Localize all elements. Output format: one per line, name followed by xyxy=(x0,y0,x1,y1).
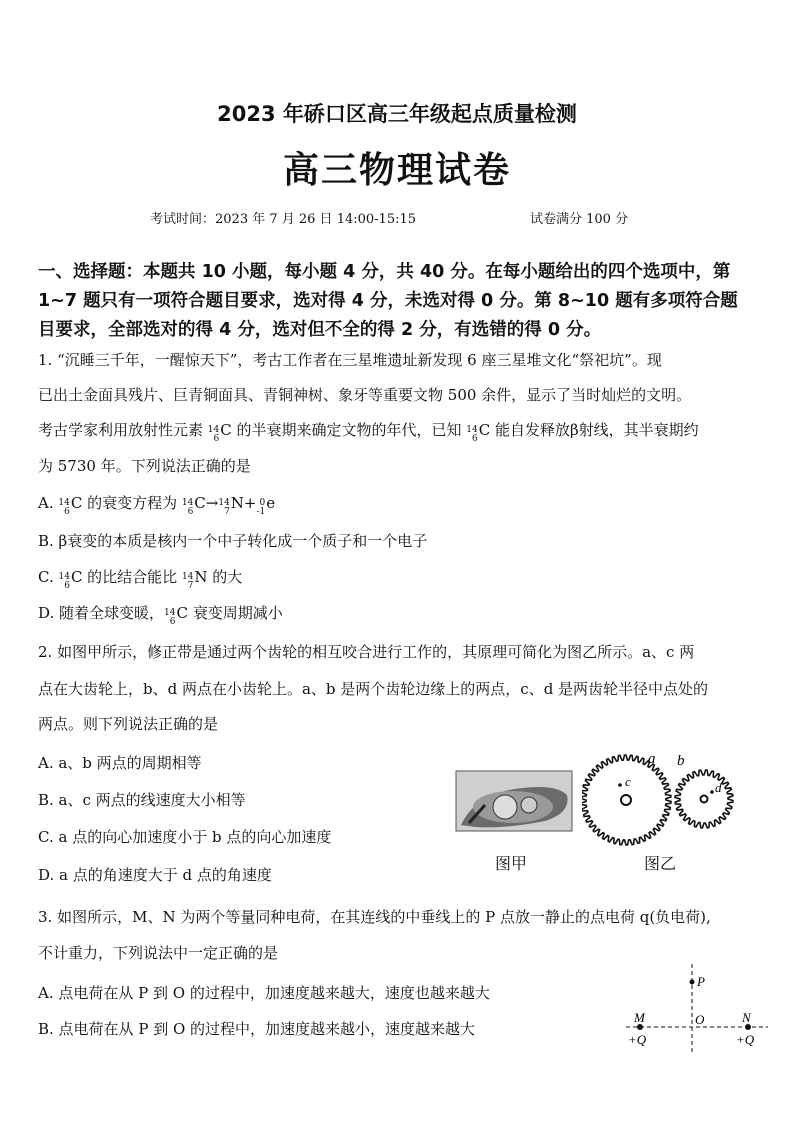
point-d-dot xyxy=(710,790,714,794)
q1-option-d: D. 随着全球变暖， 14 6 C 衰变周期减小 xyxy=(38,604,283,627)
q2-option-d: D. a 点的角速度大于 d 点的角速度 xyxy=(38,866,272,884)
point-p xyxy=(690,980,695,985)
q2-option-c: C. a 点的向心加速度小于 b 点的向心加速度 xyxy=(38,828,332,846)
label-charge-m: +Q xyxy=(628,1032,647,1047)
q1-stem-line4: 为 5730 年。下列说法正确的是 xyxy=(38,457,251,475)
figure-jia-label: 图甲 xyxy=(495,854,528,873)
exam-time: 考试时间：2023 年 7 月 26 日 14:00-15:15 xyxy=(150,212,417,227)
nuclide-c14: 14 6 xyxy=(207,425,220,444)
exam-title: 2023 年硚口区高三年级起点质量检测 xyxy=(217,102,577,126)
q3-stem-line1: 3. 如图所示，M、N 为两个等量同种电荷，在其连线的中垂线上的 P 点放一静止的点电荷 q(负电荷), xyxy=(38,908,711,926)
q1-option-a: A. 14 6 C 的衰变方程为 14 6 C→ 14 7 N+ 0 -1 e xyxy=(38,494,276,517)
q3-option-b: B. 点电荷在从 P 到 O 的过程中，加速度越来越小，速度越来越大 xyxy=(38,1020,476,1038)
q2-option-b: B. a、c 两点的线速度大小相等 xyxy=(38,791,246,809)
q2-stem-line2: 点在大齿轮上，b、d 两点在小齿轮上。a、b 是两个齿轮边缘上的两点，c、d 是两齿轮半径中点处的 xyxy=(38,680,709,698)
point-c-label: c xyxy=(625,774,631,789)
charge-diagram xyxy=(612,960,772,1060)
q3-option-a: A. 点电荷在从 P 到 O 的过程中，加速度越来越大，速度也越来越大 xyxy=(38,984,490,1002)
exam-subtitle: 高三物理试卷 xyxy=(282,149,511,191)
correction-tape-photo xyxy=(455,765,573,837)
label-o: O xyxy=(695,1012,705,1027)
figure-yi-label: 图乙 xyxy=(644,854,677,873)
point-d-label: d xyxy=(715,780,722,795)
q1-stem-line3: 考古学家利用放射性元素 14 6 C 的半衰期来确定文物的年代，已知 14 6 C 能自发释放β射线，其半衰期约 xyxy=(38,421,699,444)
section-instructions-line1: 一、选择题：本题共 10 小题，每小题 4 分，共 40 分。在每小题给出的四个选项中，第 xyxy=(38,262,731,282)
q2-stem-line3: 两点。则下列说法正确的是 xyxy=(38,715,219,733)
small-gear xyxy=(675,770,733,828)
full-score: 试卷满分 100 分 xyxy=(530,212,629,227)
nuclide-c14: 14 6 xyxy=(466,425,478,444)
point-c-dot xyxy=(618,783,622,787)
point-b-label: b xyxy=(677,753,685,769)
large-gear xyxy=(582,755,671,845)
label-charge-n: +Q xyxy=(736,1032,755,1047)
q2-stem-line1: 2. 如图甲所示，修正带是通过两个齿轮的相互咬合进行工作的，其原理可简化为图乙所示。a、c 两 xyxy=(38,643,695,661)
q2-option-a: A. a、b 两点的周期相等 xyxy=(38,754,202,772)
q1-stem-line2: 已出土金面具残片、巨青铜面具、青铜神树、象牙等重要文物 500 余件，显示了当时灿烂的文明。 xyxy=(38,386,692,404)
label-m: M xyxy=(634,1010,645,1025)
q1-option-c: C. 14 6 C 的比结合能比 14 7 N 的大 xyxy=(38,568,243,591)
section-instructions-line3: 目要求，全部选对的得 4 分，选对但不全的得 2 分，有选错的得 0 分。 xyxy=(38,320,602,340)
label-n: N xyxy=(742,1010,751,1025)
q1-stem-line1: 1. “沉睡三千年，一醒惊天下”，考古工作者在三星堆遗址新发现 6 座三星堆文化“祭祀坑”。现 xyxy=(38,351,662,369)
point-a-label: a xyxy=(648,752,656,767)
q1-option-b: B. β衰变的本质是核内一个中子转化成一个质子和一个电子 xyxy=(38,532,428,550)
q3-stem-line2: 不计重力，下列说法中一定正确的是 xyxy=(38,944,279,962)
gear-diagram xyxy=(582,752,744,852)
section-instructions-line2: 1~7 题只有一项符合题目要求，选对得 4 分，未选对得 0 分。第 8~10 题有多项符合题 xyxy=(38,291,738,311)
label-p: P xyxy=(697,974,705,989)
large-gear-outline xyxy=(582,755,671,845)
small-gear-outline xyxy=(675,770,733,828)
